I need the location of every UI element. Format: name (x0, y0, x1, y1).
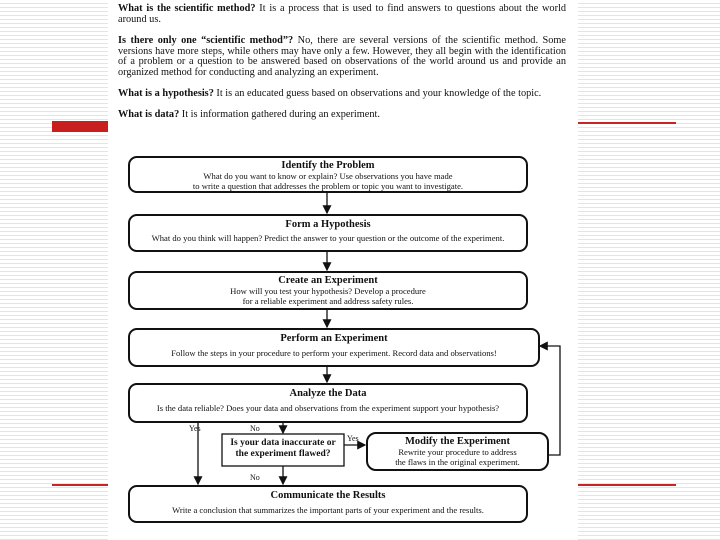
step-description: How will you test your hypothesis? Develop a procedure (230, 286, 426, 296)
answer-text: No, there are several versions of the scientific method. Some versions have more steps, while others may have only a few. However, they all begin with the identification of a problem or a question to be answered based on observations of the world around us and provide an organized method for conducting and analyzing an experiment. (118, 35, 566, 78)
step-modify-experiment (366, 432, 549, 471)
step-description: Rewrite your procedure to address (398, 447, 517, 457)
accent-block (52, 121, 110, 132)
decision-line: the experiment flawed? (235, 449, 331, 459)
step-analyze-data (128, 383, 528, 423)
accent-line-bottom-left (52, 484, 108, 486)
label-yes-right: Yes (347, 434, 359, 443)
step-description: Is the data reliable? Does your data and observations from the experiment support your hypothesis? (156, 403, 500, 413)
label-yes-left: Yes (189, 424, 201, 433)
step-identify-problem (128, 156, 528, 193)
label-no-top: No (250, 424, 260, 433)
answer-text: It is a process that is used to find answers to questions about the world around us. (118, 3, 567, 25)
step-title: Form a Hypothesis (285, 219, 371, 230)
question-text: What is data? (118, 109, 180, 120)
accent-line-top-right (578, 122, 676, 124)
step-description: Write a conclusion that summarizes the important parts of your experiment and the results. (172, 505, 484, 515)
accent-line-bottom-right (578, 484, 676, 486)
step-description: Follow the steps in your procedure to perform your experiment. Record data and observations! (171, 348, 497, 358)
question-text: What is a hypothesis? (118, 88, 214, 99)
decision-line: Is your data inaccurate or (230, 438, 336, 448)
step-title: Communicate the Results (270, 490, 386, 501)
step-form-hypothesis (128, 214, 528, 252)
question-text: Is there only one “scientific method”? (118, 35, 294, 46)
document-page (108, 0, 578, 540)
step-communicate-results (128, 485, 528, 523)
decision-question (222, 438, 344, 460)
step-title: Perform an Experiment (280, 333, 388, 344)
step-description: What do you want to know or explain? Use observations you have made (203, 171, 453, 181)
step-description: What do you think will happen? Predict the answer to your question or the outcome of the experiment. (151, 233, 505, 243)
step-perform-experiment (128, 328, 540, 367)
step-description: to write a question that addresses the problem or topic you want to investigate. (192, 181, 464, 191)
step-title: Modify the Experiment (405, 436, 510, 447)
step-title: Analyze the Data (289, 388, 367, 399)
answer-text: It is an educated guess based on observations and your knowledge of the topic. (213, 88, 542, 99)
step-title: Identify the Problem (281, 160, 375, 171)
step-description: for a reliable experiment and address safety rules. (242, 296, 414, 306)
answer-text: It is information gathered during an experiment. (179, 109, 380, 120)
step-create-experiment (128, 271, 528, 310)
question-text: What is the scientific method? (118, 3, 256, 14)
label-no-bottom: No (250, 473, 260, 482)
step-description: the flaws in the original experiment. (395, 457, 520, 467)
step-title: Create an Experiment (278, 275, 378, 286)
